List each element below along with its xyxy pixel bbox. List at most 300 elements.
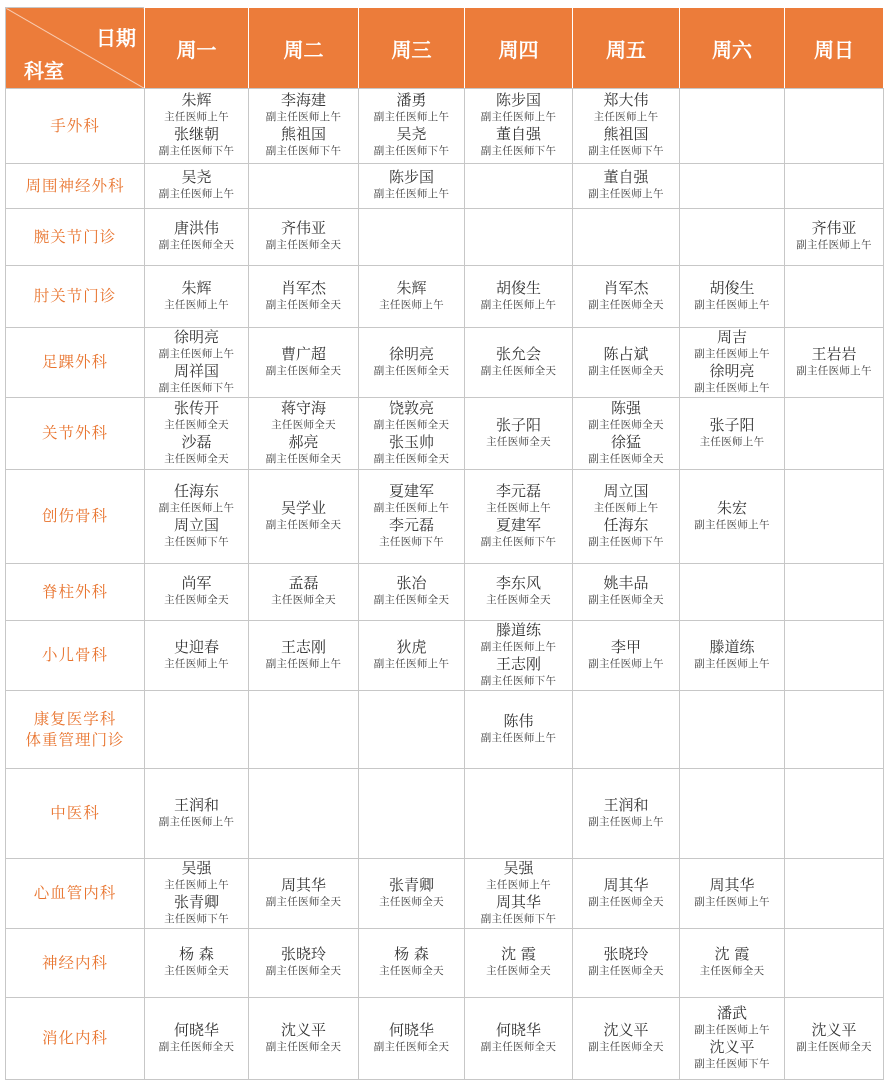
doctor-entry <box>249 220 358 254</box>
doctor-title-session: 主任医师上午 <box>164 111 229 123</box>
doctor-name: 周其华 <box>280 875 326 894</box>
doctor-name: 夏建军 <box>388 481 434 500</box>
doctor-title-session: 副主任医师全天 <box>480 364 557 377</box>
doctor-entry <box>249 500 358 534</box>
schedule-cell <box>680 398 785 470</box>
schedule-cell <box>785 89 884 164</box>
doctor-entry <box>785 220 883 254</box>
department-name: 手外科 <box>50 116 100 135</box>
doctor-entry <box>785 346 883 380</box>
doctor-entry <box>145 639 248 673</box>
corner-header <box>6 8 145 89</box>
doctor-entry <box>680 1039 784 1073</box>
doctor-title-session: 副主任医师全天 <box>373 364 450 377</box>
doctor-entry <box>359 346 464 380</box>
schedule-cell <box>145 691 249 769</box>
department-name: 脊柱外科 <box>41 582 108 601</box>
day-header-mon: 周一 <box>145 8 249 89</box>
table-row <box>6 266 884 328</box>
table-row <box>6 89 884 164</box>
table-row <box>6 859 884 929</box>
doctor-entry <box>359 280 464 314</box>
doctor-name: 何晓华 <box>173 1020 219 1039</box>
doctor-name: 任海东 <box>173 481 219 500</box>
doctor-title-session: 主任医师全天 <box>271 594 336 606</box>
schedule-cell <box>785 398 884 470</box>
doctor-entry <box>680 363 784 397</box>
doctor-entry <box>465 860 572 894</box>
doctor-entry <box>145 220 248 254</box>
doctor-name: 王志刚 <box>495 654 541 673</box>
doctor-entry <box>465 946 572 980</box>
doctor-title-session: 主任医师上午 <box>486 501 551 514</box>
doctor-title-session: 副主任医师全天 <box>265 239 342 251</box>
day-header-sun: 周日 <box>785 8 884 89</box>
doctor-entry <box>249 946 358 980</box>
doctor-entry <box>249 92 358 126</box>
doctor-title-session: 副主任医师上午 <box>373 188 450 200</box>
schedule-cell <box>359 209 465 266</box>
doctor-title-session: 副主任医师全天 <box>158 1040 235 1053</box>
doctor-name: 陈占斌 <box>603 344 649 363</box>
doctor-name: 周祥国 <box>173 361 219 380</box>
doctor-name: 周其华 <box>495 892 541 911</box>
department-cell <box>6 859 145 929</box>
doctor-name: 董自强 <box>495 125 541 143</box>
doctor-name: 朱宏 <box>716 498 747 517</box>
doctor-name: 熊祖国 <box>280 125 326 143</box>
doctor-name: 狄虎 <box>396 637 427 656</box>
doctor-title-session: 主任医师全天 <box>164 594 229 606</box>
doctor-title-session: 副主任医师全天 <box>265 452 342 465</box>
day-header-sat: 周六 <box>680 8 785 89</box>
doctor-entry <box>573 517 679 551</box>
doctor-title-session: 副主任医师上午 <box>480 731 557 744</box>
doctor-title-session: 主任医师全天 <box>164 452 229 465</box>
doctor-title-session: 副主任医师下午 <box>694 1057 770 1070</box>
department-name: 神经内科 <box>41 953 108 972</box>
doctor-title-session: 副主任医师全天 <box>588 895 664 908</box>
doctor-entry <box>680 639 784 673</box>
doctor-name: 沙磊 <box>181 432 212 451</box>
schedule-cell <box>145 621 249 691</box>
schedule-cell <box>465 564 573 621</box>
doctor-name: 陈伟 <box>503 711 534 730</box>
schedule-cell <box>465 621 573 691</box>
schedule-cell <box>465 89 573 164</box>
schedule-cell <box>359 929 465 998</box>
day-header-wed: 周三 <box>359 8 465 89</box>
schedule-cell <box>785 621 884 691</box>
department-cell <box>6 998 145 1080</box>
table-row <box>6 691 884 769</box>
doctor-name: 何晓华 <box>388 1020 434 1039</box>
schedule-cell <box>573 769 680 859</box>
doctor-name: 姚丰品 <box>603 574 649 592</box>
doctor-name: 夏建军 <box>495 515 541 534</box>
department-cell <box>6 621 145 691</box>
schedule-cell <box>680 998 785 1080</box>
doctor-entry <box>680 946 784 980</box>
doctor-name: 周其华 <box>709 875 755 894</box>
schedule-cell <box>249 859 359 929</box>
schedule-cell <box>785 691 884 769</box>
doctor-entry <box>465 126 572 160</box>
doctor-title-session: 主任医师全天 <box>164 418 229 431</box>
schedule-cell <box>785 470 884 564</box>
schedule-cell <box>680 859 785 929</box>
day-header-fri: 周五 <box>573 8 680 89</box>
table-row <box>6 929 884 998</box>
doctor-title-session: 副主任医师下午 <box>480 912 557 925</box>
doctor-title-session: 副主任医师全天 <box>373 1040 450 1053</box>
doctor-entry <box>359 1022 464 1056</box>
doctor-name: 董自强 <box>603 168 649 186</box>
doctor-title-session: 副主任医师上午 <box>694 347 770 360</box>
department-name: 足踝外科 <box>41 353 108 371</box>
doctor-entry <box>359 92 464 126</box>
schedule-cell <box>145 398 249 470</box>
doctor-entry <box>145 946 248 980</box>
doctor-entry <box>465 483 572 517</box>
date-header-label: 日期 <box>96 26 136 50</box>
doctor-name: 李海建 <box>280 91 326 109</box>
doctor-name: 吴学业 <box>280 498 326 517</box>
department-cell <box>6 691 145 769</box>
doctor-title-session: 副主任医师下午 <box>373 145 450 157</box>
doctor-name: 尚军 <box>181 574 212 592</box>
doctor-entry <box>145 329 248 363</box>
table-row <box>6 769 884 859</box>
doctor-title-session: 副主任医师上午 <box>158 188 235 200</box>
table-row <box>6 564 884 621</box>
doctor-entry <box>573 169 679 203</box>
doctor-entry <box>145 860 248 894</box>
doctor-title-session: 副主任医师上午 <box>694 1023 770 1036</box>
doctor-name: 朱辉 <box>181 278 212 297</box>
doctor-title-session: 主任医师全天 <box>699 965 765 977</box>
schedule-cell <box>785 266 884 328</box>
schedule-cell <box>785 859 884 929</box>
doctor-title-session: 副主任医师全天 <box>373 418 450 431</box>
schedule-cell <box>680 266 785 328</box>
schedule-cell <box>249 209 359 266</box>
schedule-cell <box>359 621 465 691</box>
table-row <box>6 621 884 691</box>
doctor-entry <box>359 126 464 160</box>
doctor-title-session: 副主任医师全天 <box>265 965 342 977</box>
doctor-name: 郑大伟 <box>603 91 649 109</box>
schedule-cell <box>680 328 785 398</box>
doctor-title-session: 副主任医师上午 <box>265 657 342 670</box>
doctor-title-session: 副主任医师下午 <box>480 145 557 157</box>
doctor-entry <box>573 797 679 831</box>
department-cell <box>6 266 145 328</box>
schedule-cell <box>145 209 249 266</box>
schedule-cell <box>680 164 785 209</box>
schedule-cell <box>249 164 359 209</box>
doctor-name: 沈 霞 <box>714 945 750 963</box>
doctor-name: 王志刚 <box>280 637 326 656</box>
schedule-cell <box>573 89 680 164</box>
schedule-cell <box>145 89 249 164</box>
doctor-name: 沈 霞 <box>501 945 536 963</box>
doctor-name: 周立国 <box>603 481 649 500</box>
doctor-title-session: 副主任医师上午 <box>588 657 664 670</box>
doctor-name: 蒋守海 <box>280 398 326 417</box>
schedule-cell <box>680 89 785 164</box>
schedule-cell <box>573 859 680 929</box>
doctor-entry <box>465 1022 572 1056</box>
schedule-cell <box>573 691 680 769</box>
department-cell <box>6 89 145 164</box>
schedule-cell <box>465 470 573 564</box>
schedule-cell <box>573 398 680 470</box>
doctor-entry <box>249 575 358 609</box>
doctor-entry <box>573 346 679 380</box>
doctor-title-session: 副主任医师上午 <box>158 347 235 360</box>
schedule-cell <box>785 769 884 859</box>
department-cell <box>6 328 145 398</box>
doctor-name: 李甲 <box>610 637 641 656</box>
doctor-title-session: 主任医师上午 <box>164 657 229 670</box>
doctor-title-session: 主任医师上午 <box>699 435 765 448</box>
doctor-entry <box>465 346 572 380</box>
doctor-entry <box>359 483 464 517</box>
doctor-name: 吴强 <box>181 858 212 877</box>
doctor-entry <box>465 622 572 656</box>
schedule-cell <box>680 769 785 859</box>
schedule-cell <box>145 564 249 621</box>
schedule-cell <box>249 998 359 1080</box>
doctor-name: 徐猛 <box>610 432 641 451</box>
schedule-body <box>6 89 884 1080</box>
doctor-title-session: 副主任医师上午 <box>694 895 770 908</box>
table-row <box>6 328 884 398</box>
doctor-name: 张继朝 <box>173 125 219 143</box>
schedule-cell <box>680 470 785 564</box>
doctor-entry <box>145 363 248 397</box>
doctor-entry <box>573 946 679 980</box>
doctor-title-session: 副主任医师下午 <box>588 535 664 548</box>
doctor-entry <box>145 894 248 928</box>
doctor-entry <box>680 500 784 534</box>
doctor-name: 何晓华 <box>495 1020 541 1039</box>
doctor-name: 张晓玲 <box>603 945 649 963</box>
doctor-title-session: 副主任医师全天 <box>265 895 342 908</box>
schedule-cell <box>249 691 359 769</box>
doctor-name: 张玉帅 <box>388 432 434 451</box>
schedule-cell <box>465 398 573 470</box>
doctor-title-session: 副主任医师下午 <box>588 145 664 157</box>
doctor-entry <box>573 280 679 314</box>
doctor-name: 李东风 <box>495 574 541 592</box>
doctor-name: 张子阳 <box>495 415 541 434</box>
doctor-title-session: 副主任医师全天 <box>588 1040 664 1053</box>
schedule-cell <box>573 470 680 564</box>
schedule-cell <box>573 266 680 328</box>
department-cell <box>6 929 145 998</box>
schedule-cell <box>145 769 249 859</box>
doctor-name: 杨 森 <box>179 945 214 963</box>
schedule-cell <box>249 328 359 398</box>
doctor-title-session: 副主任医师全天 <box>588 965 664 977</box>
doctor-title-session: 主任医师全天 <box>486 965 551 977</box>
doctor-entry <box>465 894 572 928</box>
schedule-cell <box>359 859 465 929</box>
doctor-title-session: 主任医师全天 <box>379 895 444 908</box>
schedule-cell <box>785 328 884 398</box>
schedule-cell <box>573 164 680 209</box>
doctor-name: 陈步国 <box>495 91 541 109</box>
doctor-title-session: 主任医师上午 <box>593 501 659 514</box>
doctor-entry <box>573 639 679 673</box>
schedule-cell <box>465 769 573 859</box>
doctor-entry <box>573 575 679 609</box>
doctor-name: 饶敦亮 <box>388 398 434 417</box>
doctor-title-session: 副主任医师上午 <box>158 815 235 828</box>
doctor-name: 齐伟亚 <box>811 219 857 237</box>
schedule-cell <box>573 328 680 398</box>
schedule-cell <box>359 164 465 209</box>
doctor-name: 李元磊 <box>495 481 541 500</box>
doctor-entry <box>465 280 572 314</box>
doctor-entry <box>249 434 358 468</box>
doctor-title-session: 副主任医师上午 <box>694 518 770 531</box>
table-row <box>6 998 884 1080</box>
doctor-title-session: 副主任医师全天 <box>265 364 342 377</box>
doctor-title-session: 副主任医师上午 <box>480 640 557 653</box>
doctor-title-session: 副主任医师上午 <box>796 364 872 377</box>
table-row <box>6 470 884 564</box>
schedule-cell <box>249 621 359 691</box>
doctor-entry <box>359 575 464 609</box>
department-name: 周围神经外科 <box>25 176 125 195</box>
doctor-title-session: 副主任医师上午 <box>588 815 664 828</box>
doctor-name: 唐洪伟 <box>173 219 219 237</box>
schedule-cell <box>785 209 884 266</box>
doctor-entry <box>249 877 358 911</box>
schedule-cell <box>573 929 680 998</box>
doctor-title-session: 副主任医师全天 <box>373 452 450 465</box>
schedule-cell <box>359 89 465 164</box>
doctor-name: 孟磊 <box>288 574 319 592</box>
doctor-title-session: 主任医师全天 <box>486 435 551 448</box>
schedule-cell <box>249 89 359 164</box>
schedule-cell <box>359 398 465 470</box>
schedule-cell <box>680 209 785 266</box>
doctor-name: 胡俊生 <box>495 278 541 297</box>
doctor-entry <box>680 877 784 911</box>
doctor-title-session: 副主任医师全天 <box>265 1040 342 1053</box>
doctor-name: 王润和 <box>603 795 649 814</box>
doctor-entry <box>465 517 572 551</box>
doctor-entry <box>145 517 248 551</box>
schedule-cell <box>465 998 573 1080</box>
doctor-entry <box>573 126 679 160</box>
doctor-title-session: 主任医师上午 <box>379 298 444 311</box>
schedule-cell <box>573 564 680 621</box>
table-row <box>6 164 884 209</box>
doctor-title-session: 主任医师上午 <box>593 111 659 123</box>
doctor-name: 朱辉 <box>396 278 427 297</box>
doctor-entry <box>249 126 358 160</box>
schedule-cell <box>785 998 884 1080</box>
doctor-name: 滕道练 <box>495 620 541 639</box>
doctor-name: 潘武 <box>716 1003 747 1022</box>
doctor-name: 曹广超 <box>280 344 326 363</box>
schedule-cell <box>465 266 573 328</box>
day-header-thu: 周四 <box>465 8 573 89</box>
schedule-cell <box>465 691 573 769</box>
doctor-title-session: 副主任医师上午 <box>373 501 450 514</box>
doctor-title-session: 副主任医师全天 <box>588 298 664 311</box>
doctor-entry <box>465 713 572 747</box>
schedule-cell <box>359 470 465 564</box>
department-name: 关节外科 <box>41 424 108 442</box>
doctor-name: 周其华 <box>603 875 649 894</box>
doctor-name: 王岩岩 <box>811 344 857 363</box>
department-cell <box>6 470 145 564</box>
doctor-title-session: 主任医师全天 <box>164 965 229 977</box>
doctor-name: 周吉 <box>716 327 747 346</box>
schedule-cell <box>785 564 884 621</box>
schedule-cell <box>785 164 884 209</box>
doctor-title-session: 主任医师下午 <box>164 535 229 548</box>
schedule-cell <box>359 328 465 398</box>
doctor-entry <box>359 639 464 673</box>
doctor-title-session: 主任医师下午 <box>164 912 229 925</box>
schedule-cell <box>249 769 359 859</box>
department-name: 创伤骨科 <box>41 507 108 525</box>
doctor-entry <box>145 575 248 609</box>
schedule-cell <box>680 929 785 998</box>
schedule-cell <box>359 769 465 859</box>
doctor-entry <box>573 1022 679 1056</box>
department-name: 小儿骨科 <box>41 646 108 664</box>
doctor-title-session: 副主任医师下午 <box>158 381 235 394</box>
doctor-entry <box>145 797 248 831</box>
doctor-entry <box>359 400 464 434</box>
doctor-title-session: 副主任医师上午 <box>480 111 557 123</box>
doctor-entry <box>145 483 248 517</box>
doctor-title-session: 副主任医师上午 <box>588 188 664 200</box>
doctor-title-session: 主任医师上午 <box>486 878 551 891</box>
schedule-cell <box>359 266 465 328</box>
doctor-entry <box>680 417 784 451</box>
schedule-cell <box>359 691 465 769</box>
schedule-cell <box>249 470 359 564</box>
doctor-name: 王润和 <box>173 795 219 814</box>
doctor-entry <box>145 92 248 126</box>
doctor-entry <box>359 169 464 203</box>
doctor-title-session: 主任医师上午 <box>164 878 229 891</box>
doctor-title-session: 主任医师全天 <box>486 594 551 606</box>
doctor-title-session: 副主任医师全天 <box>588 452 664 465</box>
doctor-entry <box>249 400 358 434</box>
doctor-name: 张青卿 <box>388 875 434 894</box>
doctor-entry <box>680 280 784 314</box>
doctor-entry <box>249 639 358 673</box>
department-name: 心血管内科 <box>33 884 117 902</box>
doctor-entry <box>359 434 464 468</box>
doctor-title-session: 副主任医师全天 <box>373 594 450 606</box>
doctor-name: 吴尧 <box>181 168 212 186</box>
doctor-entry <box>145 169 248 203</box>
schedule-cell <box>145 859 249 929</box>
schedule-cell <box>465 859 573 929</box>
doctor-title-session: 副主任医师全天 <box>588 364 664 377</box>
